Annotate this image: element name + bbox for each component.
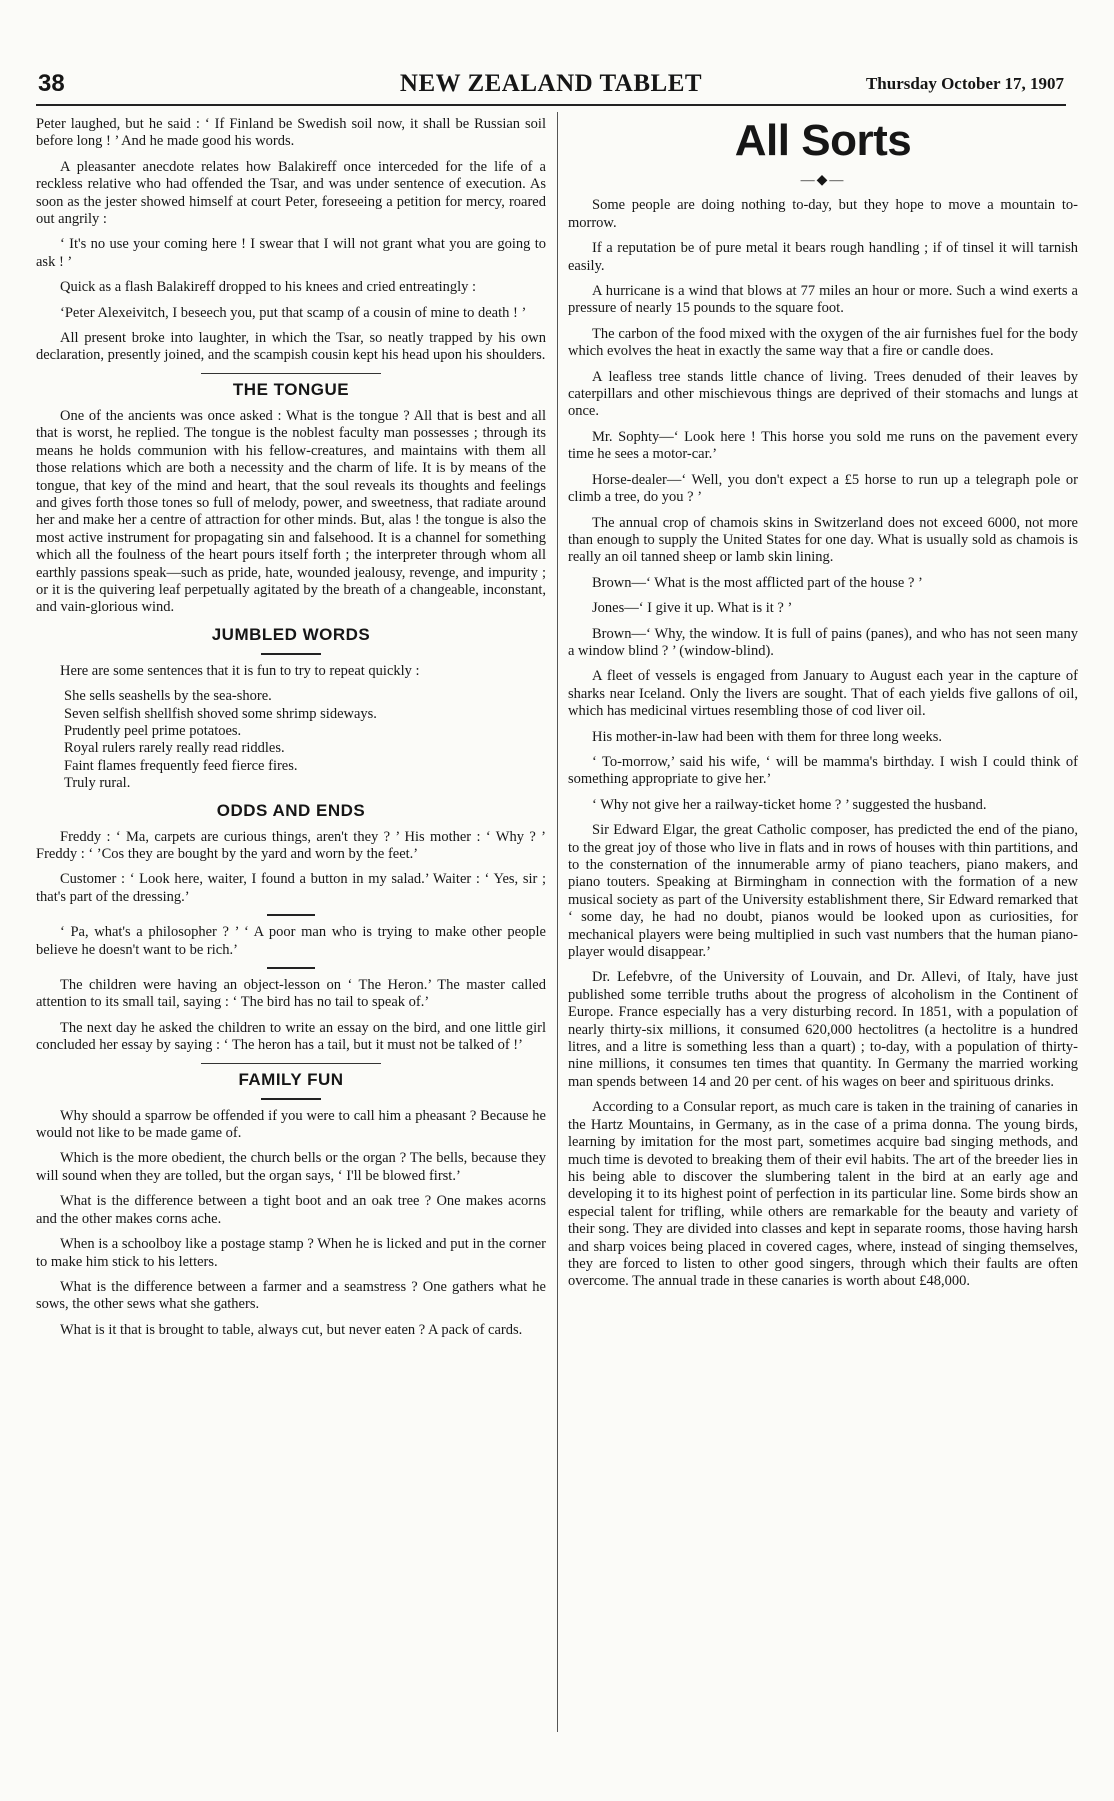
paragraph: Dr. Lefebvre, of the University of Louvain, and Dr. Allevi, of Italy, have just published some terrible truths about the progress of alcoholism in the Continent of Europe. France especially has a very disturbing record. In 1851, with a population of nearly thirty-six millions, it consumed 620,000 hectolitres (a hectolitre is a hundred litres, and a litre is something less than a quart) ; to-day, with a population of thirty-nine millions, it consumes ten times that quantity. In Germany the married working man spends between 14 and 20 per cent. of his wages on beer and spirituous drinks. [568,969,1078,1090]
left-column [36,116,546,1347]
list-item: Truly rural. [64,775,131,792]
paragraph: His mother-in-law had been with them for three long weeks. [592,728,943,745]
paragraph: If a reputation be of pure metal it bears rough handling ; if of tinsel it will tarnish easily. [568,240,1078,274]
joke-paragraph: ‘ Pa, what's a philosopher ? ’ ‘ A poor man who is trying to make other people believe he doesn't want to be rich.’ [36,924,546,958]
paragraph: ‘ To-morrow,’ said his wife, ‘ will be mamma's birthday. I wish I could think of something appropriate to give her.’ [568,753,1078,788]
joke-separator [267,967,315,969]
riddle-paragraph: When is a schoolboy like a postage stamp ? When he is licked and put in the corner to make him stick to his letters. [36,1236,546,1270]
joke-separator [267,914,315,916]
joke-paragraph: Freddy : ‘ Ma, carpets are curious things, aren't they ? ’ His mother : ‘ Why ? ’ Freddy : ‘ ’Cos they are bought by the yard and worn by the feet.’ [36,828,546,862]
list-item: Faint flames frequently feed fierce fires. [64,757,298,774]
intro-paragraph: All present broke into laughter, in which the Tsar, so neatly trapped by his own declaration, presently joined, and the scampish cousin kept his head upon his shoulders. [36,330,546,364]
issue-date: Thursday October 17, 1907 [865,74,1064,93]
list-item: Prudently peel prime potatoes. [64,722,242,739]
section-heading-odds: ODDS AND ENDS [216,800,366,820]
paragraph: Sir Edward Elgar, the great Catholic composer, has predicted the end of the piano, to the great joy of those who live in flats and in rows of houses with thin partitions, and to the consternation of the innumerable army of piano teachers, piano makers, and piano touters. Speaking at Birmingham in connection with the formation of a new musical society as part of the University establishment there, Sir Edward remarked that ‘ some day, he had no doubt, pianos would be looked upon as curiosities, for mechanical players were being multiplied in such vast numbers that the human piano-player would disappear.’ [568,822,1078,961]
paragraph: Horse-dealer—‘ Well, you don't expect a £5 horse to run up a telegraph pole or climb a tree, do you ? ’ [568,471,1078,506]
intro-paragraph: ‘ It's no use your coming here ! I swear that I will not grant what you are going to ask ! ’ [36,236,546,270]
ornament-divider: —◆— [800,173,846,188]
heading-dash [261,653,321,655]
joke-paragraph: The next day he asked the children to write an essay on the bird, and one little girl concluded her essay by saying : ‘ The heron has a tail, but it must not be talked of !’ [36,1019,546,1054]
riddle-paragraph: Why should a sparrow be offended if you were to call him a pheasant ? Because he would not like to be made game of. [36,1107,546,1142]
riddle-paragraph: What is the difference between a tight boot and an oak tree ? One makes acorns and the other makes corns ache. [36,1193,546,1227]
section-heading-all-sorts: All Sorts [734,116,912,165]
intro-paragraph: Quick as a flash Balakireff dropped to his knees and cried entreatingly : [60,279,477,296]
intro-paragraph: Peter laughed, but he said : ‘ If Finland be Swedish soil now, it shall be Russian soil before long ! ’ And he made good his words. [36,116,546,150]
column-divider [557,112,558,1732]
list-item: Royal rulers rarely really read riddles. [64,740,285,757]
paragraph: The carbon of the food mixed with the oxygen of the air furnishes fuel for the body which evolves the heat in exactly the same way that a fire or candle does. [568,325,1078,360]
jumbled-intro: Here are some sentences that it is fun to try to repeat quickly : [60,662,420,679]
paragraph: According to a Consular report, as much care is taken in the training of canaries in the Hartz Mountains, in Germany, as in the case of a prima donna. The young birds, learning by imitation for the most part, sometimes acquire bad singing methods, and much time is devoted to breaking them of their evil habits. The art of the breeder lies in his being able to discover the slumbering talent in the bird at an early age and developing it to its highest point of perfection in its particular line. Some birds show an especial talent for trifling, while others are remarkable for the beauty and variety of their song. They are divided into classes and kept in separate rooms, those having harsh and sharp voices being placed in covered cages, where, instead of singing themselves, they are forced to listen to other good singers, through which their faults are often overcome. The annual trade in these canaries is worth about £48,000. [568,1099,1078,1290]
section-rule [201,373,381,374]
paragraph: The annual crop of chamois skins in Switzerland does not exceed 6000, not more than enough to supply the United States for one day. What is usually sold as chamois is really an oil tanned sheep or lamb skin lining. [568,514,1078,566]
paper-title: NEW ZEALAND TABLET [399,70,703,97]
tongue-paragraph: One of the ancients was once asked : What is the tongue ? All that is best and all that is worst, he replied. The tongue is the noblest faculty man possesses ; through its means he holds communion with his fellow-creatures, and maintains with them all those relations which are both a necessity and the charm of life. It is by means of the tongue, that key of the mind and heart, that the soul reveals its thoughts and feelings and gives forth those tones so full of melody, power, and sweetness, that radiate around her and make her a centre of attraction for other minds. But, alas ! the tongue is also the most active instrument for propagating sin and falsehood. It is a channel for something which all the foulness of the heart pours itself forth ; the interpreter through whom all earthly passions speak—such as pride, hate, wounded jealousy, revenge, and impurity ; or it is the quivering leaf perpetually agitated by the breath of a changeable, inconstant, and vain-glorious wind. [36,407,546,616]
right-column [568,116,1078,1299]
masthead [36,70,1066,106]
section-heading-family: FAMILY FUN [238,1069,344,1089]
paragraph: A hurricane is a wind that blows at 77 miles an hour or more. Such a wind exerts a pressure of nearly 15 pounds to the square foot. [568,283,1078,317]
tongue-twister-list [64,688,546,792]
intro-paragraph: A pleasanter anecdote relates how Balakireff once interceded for the life of a reckless relative who had offended the Tsar, and was under sentence of execution. As soon as the jester showed himself at court Peter, foreseeing a petition for mercy, roared out angrily : [36,158,546,228]
section-heading-tongue: THE TONGUE [232,379,350,399]
list-item: She sells seashells by the sea-shore. [64,688,272,705]
section-rule [201,1063,381,1064]
paragraph: ‘ Why not give her a railway-ticket home ? ’ suggested the husband. [592,796,987,813]
joke-paragraph: The children were having an object-lesson on ‘ The Heron.’ The master called attention to its small tail, saying : ‘ The bird has no tail to speak of.’ [36,977,546,1011]
riddle-paragraph: Which is the more obedient, the church bells or the organ ? The bells, because they will sound when they are tolled, but the organ says, ‘ I'll be blowed first.’ [36,1150,546,1184]
paragraph: Brown—‘ Why, the window. It is full of pains (panes), and who has not seen many a window blind ? ’ (window-blind). [568,625,1078,659]
page-number: 38 [38,70,65,97]
riddle-paragraph: What is it that is brought to table, always cut, but never eaten ? A pack of cards. [60,1321,523,1338]
intro-paragraph: ‘Peter Alexeivitch, I beseech you, put that scamp of a cousin of mine to death ! ’ [60,304,527,321]
paragraph: A fleet of vessels is engaged from January to August each year in the capture of sharks near Iceland. Only the livers are sought. That of each yields five gallons of oil, which has medicinal virtues resembling those of cod liver oil. [568,668,1078,720]
paragraph: Jones—‘ I give it up. What is it ? ’ [592,600,793,617]
list-item: Seven selfish shellfish shoved some shrimp sideways. [64,705,377,722]
paragraph: Some people are doing nothing to-day, but they hope to move a mountain to-morrow. [568,197,1078,231]
paragraph: Brown—‘ What is the most afflicted part of the house ? ’ [592,574,923,591]
heading-dash [261,1098,321,1100]
paragraph: A leafless tree stands little chance of living. Trees denuded of their leaves by caterpillars and other mischievous things are deprived of their stomachs and lungs at once. [568,368,1078,420]
joke-paragraph: Customer : ‘ Look here, waiter, I found a button in my salad.’ Waiter : ‘ Yes, sir ; that's part of the dressing.’ [36,871,546,905]
section-heading-jumbled: JUMBLED WORDS [211,624,371,644]
riddle-paragraph: What is the difference between a farmer and a seamstress ? One gathers what he sows, the other sews what she gathers. [36,1278,546,1313]
paragraph: Mr. Sophty—‘ Look here ! This horse you sold me runs on the pavement every time he sees a motor-car.’ [568,428,1078,463]
